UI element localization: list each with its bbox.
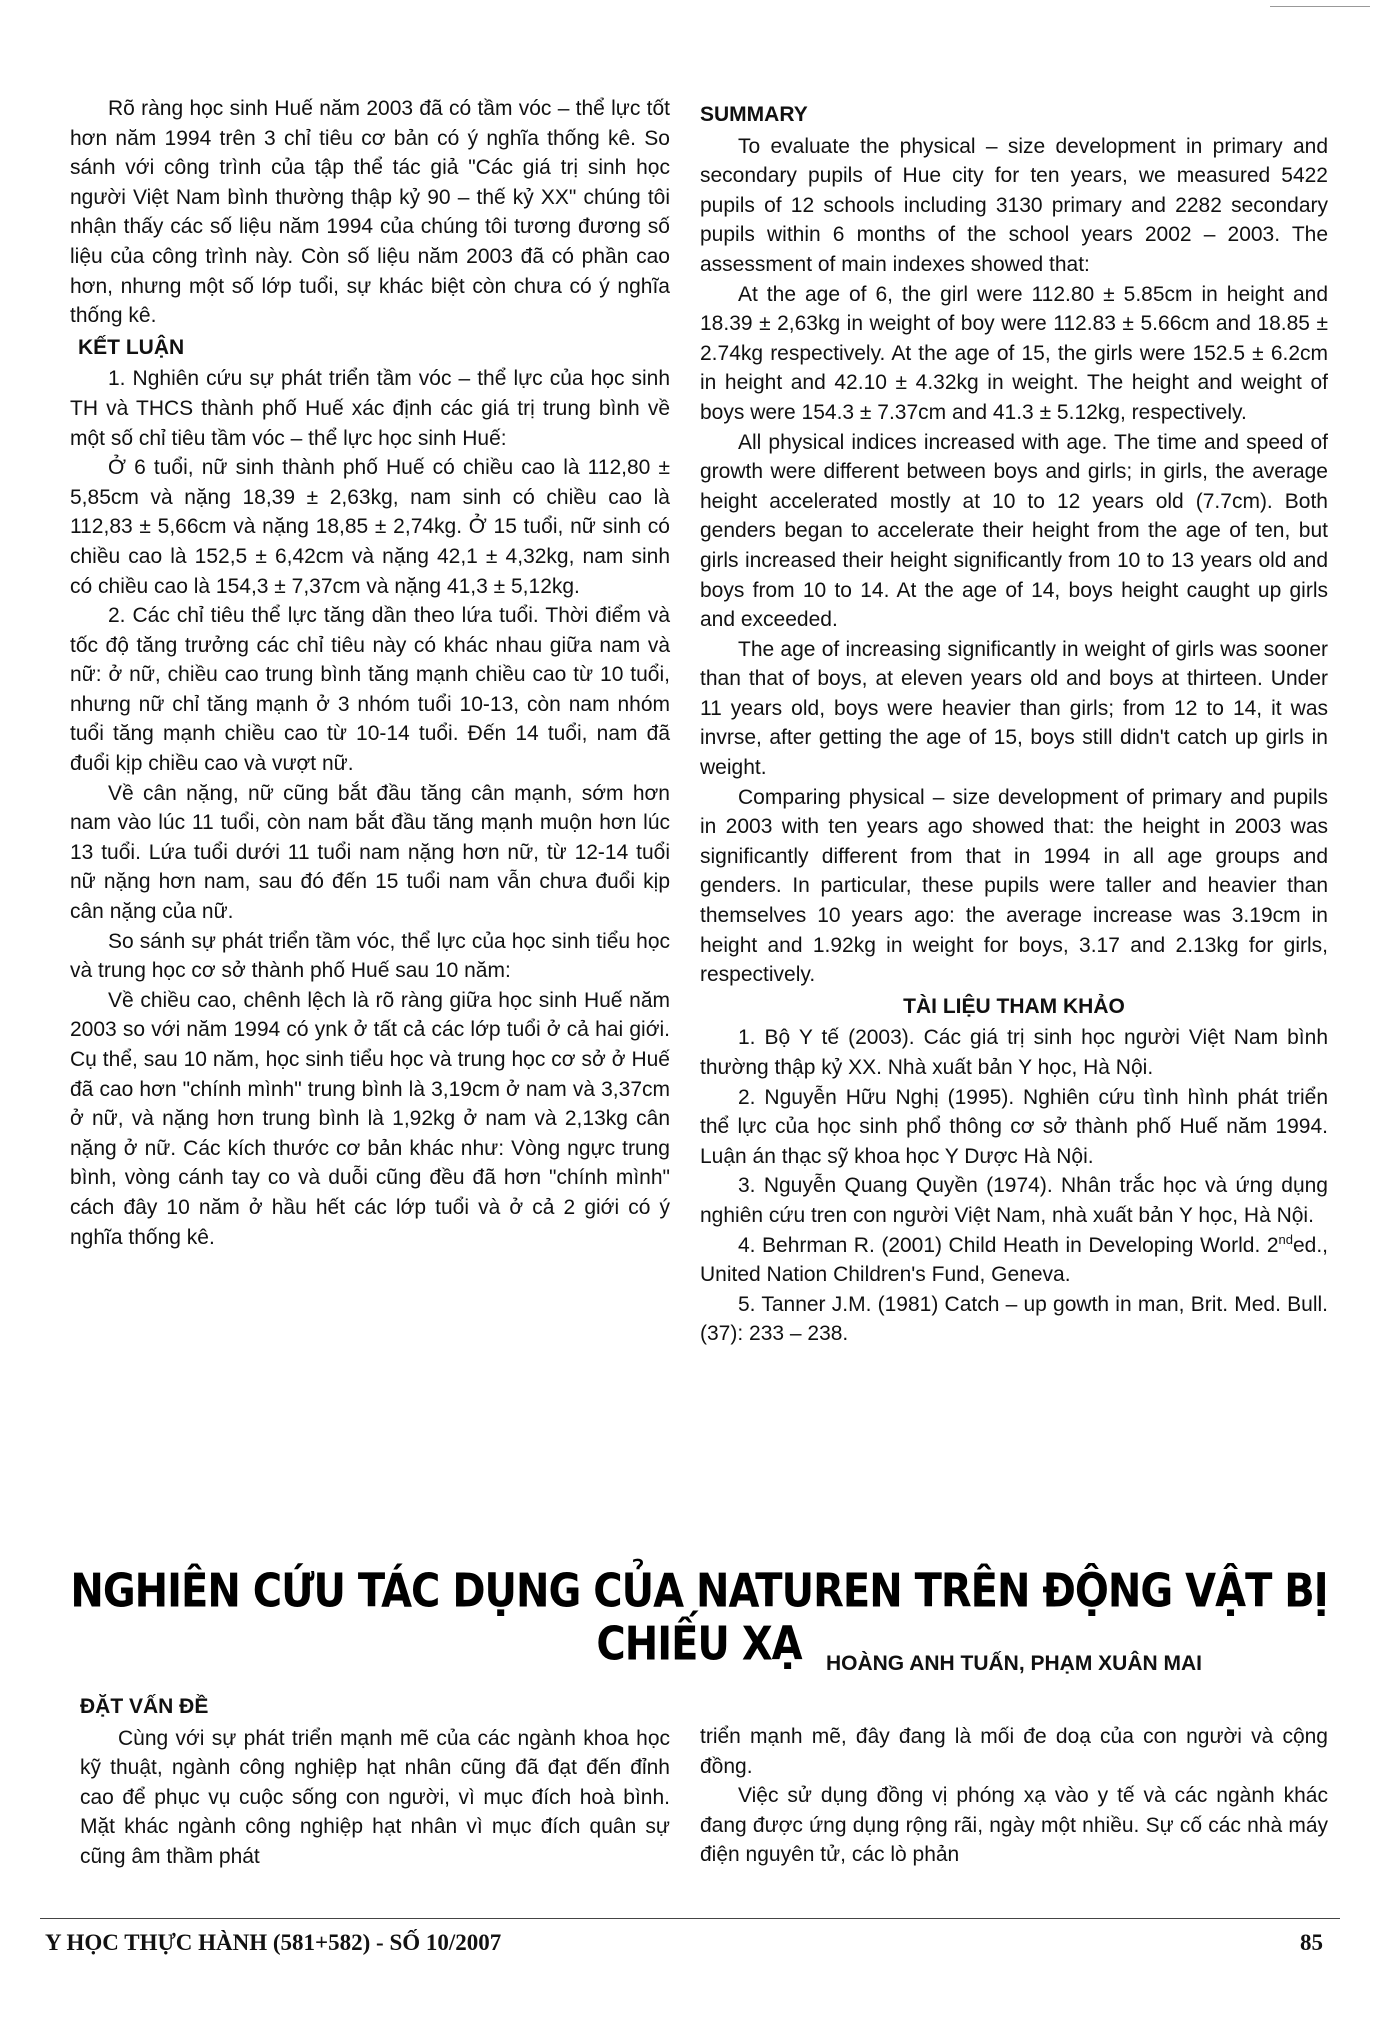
reference-4-tail: ed., United Nation Children's Fund, Geneva. (700, 1233, 1328, 1287)
journal-footer: Y HỌC THỰC HÀNH (581+582) - SỐ 10/2007 (45, 1930, 502, 1955)
summary-paragraph: The age of increasing significantly in weight of girls was sooner than that of boys, at eleven years old and boys at thirteen. Under 11 years old, boys were heavier than girls; from 12 to 14, it was invrse, after getting the age of 15, boys still didn't catch up girls in weight. (700, 637, 1328, 780)
article1-left-column (70, 94, 670, 1252)
reference-item: 2. Nguyễn Hữu Nghị (1995). Nghiên cứu tình hình phát triển thể lực của học sinh phổ thông cơ sở thành phố Huế năm 1994. Luận án thạc sỹ khoa học Y Dược Hà Nội. (700, 1085, 1328, 1168)
reference-item: 1. Bộ Y tế (2003). Các giá trị sinh học người Việt Nam bình thường thập kỷ XX. Nhà xuất bản Y học, Hà Nội. (700, 1026, 1328, 1079)
references-heading: TÀI LIỆU THAM KHẢO (903, 994, 1125, 1018)
summary-paragraph: To evaluate the physical – size development in primary and secondary pupils of Hue city for ten years, we measured 5422 pupils of 12 schools including 3130 primary and 2282 secondary pupils within 6 months of the school years 2002 – 2003. The assessment of main indexes showed that: (700, 134, 1328, 276)
summary-paragraph: Comparing physical – size development of primary and pupils in 2003 with ten years ago showed that: the height in 2003 was significantly different from that in 1994 in all age groups and genders. In particular, these pupils were taller and heavier than themselves 10 years ago: the average increase was 3.19cm in height and 1.92kg in weight for boys, 3.17 and 2.13kg for girls, respectively. (700, 785, 1328, 987)
intro-paragraph: Cùng với sự phát triển mạnh mẽ của các ngành khoa học kỹ thuật, ngành công nghiệp hạt nhân cũng đã đạt đến đỉnh cao để phục vụ cuộc sống con người, vì mục đích hoà bình. Mặt khác ngành công nghiệp hạt nhân vì mục đích quân sự cũng âm thầm phát (80, 1726, 670, 1868)
article2-right-column (700, 1722, 1328, 1870)
conclusion-paragraph: 1. Nghiên cứu sự phát triển tầm vóc – thể lực của học sinh TH và THCS thành phố Huế xác định các giá trị trung bình về một số chỉ tiêu tầm vóc – thể lực học sinh Huế: (70, 367, 670, 450)
conclusion-paragraph: 2. Các chỉ tiêu thể lực tăng dần theo lứa tuổi. Thời điểm và tốc độ tăng trưởng các chỉ tiêu này có khác nhau giữa nam và nữ: ở nữ, chiều cao trung bình tăng mạnh chiều cao từ 10 tuổi, nhưng nữ chỉ tăng mạnh ở 3 nhóm tuổi 10-13, còn nam nhóm tuổi tăng mạnh chiều cao từ 10-14 tuổi. Đến 14 tuổi, nam đã đuổi kịp chiều cao và vượt nữ. (70, 604, 670, 776)
intro-heading: ĐẶT VẤN ĐỀ (80, 1695, 209, 1718)
discussion-paragraph: Rõ ràng học sinh Huế năm 2003 đã có tầm vóc – thể lực tốt hơn năm 1994 trên 3 chỉ tiêu cơ bản có ý nghĩa thống kê. So sánh với công trình của tập thể tác giả "Các giá trị sinh học người Việt Nam bình thường thập kỷ 90 – thế kỷ XX" chúng tôi nhận thấy các số liệu năm 1994 của chúng tôi tương đương số liệu của công trình này. Còn số liệu năm 2003 đã có phần cao hơn, nhưng một số lớp tuổi, sự khác biệt còn chưa có ý nghĩa thống kê. (70, 97, 670, 328)
article2-title: NGHIÊN CỨU TÁC DỤNG CỦA NATUREN TRÊN ĐỘNG VẬT BỊ CHIẾU XẠ (70, 1565, 1328, 1671)
intro-paragraph: Việc sử dụng đồng vị phóng xạ vào y tế và các ngành khác đang được ứng dụng rộng rãi, ngày một nhiều. Sự cố các nhà máy điện nguyên tử, các lò phản (700, 1784, 1328, 1867)
conclusion-heading: KẾT LUẬN (78, 335, 185, 359)
reference-item: 3. Nguyễn Quang Quyền (1974). Nhân trắc học và ứng dụng nghiên cứu tren con người Việt Nam, nhà xuất bản Y học, Hà Nội. (700, 1174, 1328, 1227)
reference-item: 5. Tanner J.M. (1981) Catch – up gowth in man, Brit. Med. Bull. (37): 233 – 238. (700, 1292, 1328, 1346)
conclusion-paragraph: Ở 6 tuổi, nữ sinh thành phố Huế có chiều cao là 112,80 ± 5,85cm và nặng 18,39 ± 2,63kg, nam sinh có chiều cao là 112,83 ± 5,66cm và nặng 18,85 ± 2,74kg. Ở 15 tuổi, nữ sinh có chiều cao là 152,5 ± 6,42cm và nặng 42,1 ± 4,32kg, nam sinh có chiều cao là 154,3 ± 7,37cm và nặng 41,3 ± 5,12kg. (70, 456, 670, 598)
article2-left-column (80, 1690, 670, 1872)
top-rule (1270, 6, 1370, 7)
summary-paragraph: All physical indices increased with age. The time and speed of growth were different between boys and girls; in girls, the average height accelerated mostly at 10 to 12 years old (7.7cm). Both genders began to accelerate their height from the age of ten, but girls increased their height significantly from 10 to 13 years old and boys from 10 to 14. At the age of 14, boys height caught up girls and exceeded. (700, 430, 1328, 632)
article2-authors: HOÀNG ANH TUẤN, PHẠM XUÂN MAI (825, 1652, 1203, 1675)
reference-4-superscript: nd (1278, 1231, 1293, 1247)
conclusion-paragraph: Về cân nặng, nữ cũng bắt đầu tăng cân mạnh, sớm hơn nam vào lúc 11 tuổi, còn nam bắt đầu tăng mạnh muộn hơn lúc 13 tuổi. Lứa tuổi dưới 11 tuổi nam nặng hơn nữ, từ 12-14 tuổi nữ nặng hơn nam, sau đó đến 15 tuổi nam vẫn chưa đuổi kịp cân nặng của nữ. (70, 781, 670, 924)
footer-rule (40, 1918, 1340, 1919)
summary-heading: SUMMARY (700, 103, 808, 126)
reference-item (700, 1231, 1328, 1290)
summary-paragraph: At the age of 6, the girl were 112.80 ± 5.85cm in height and 18.39 ± 2,63kg in weight of boy were 112.83 ± 5.66cm and 18.85 ± 2.74kg respectively. At the age of 15, the girls were 152.5 ± 6.2cm in height and 42.10 ± 4.32kg in weight. The height and weight of boys were 154.3 ± 7.37cm and 41.3 ± 5.12kg, respectively. (700, 282, 1328, 424)
reference-4-text: 4. Behrman R. (2001) Child Heath in Developing World. 2 (738, 1233, 1279, 1257)
conclusion-paragraph: Về chiều cao, chênh lệch là rõ ràng giữa học sinh Huế năm 2003 so với năm 1994 có ynk ở tất cả các lớp tuổi ở cả hai giới. Cụ thể, sau 10 năm, học sinh tiểu học và trung học cơ sở ở Huế đã cao hơn "chính mình" trung bình là 3,19cm ở nam và 3,37cm ở nữ, và nặng hơn trung bình là 1,92kg ở nam và 2,13kg cân nặng ở nữ. Các kích thước cơ bản khác như: Vòng ngực trung bình, vòng cánh tay co và duỗi cũng đều đã hơn "chính mình" cách đây 10 năm ở hầu hết các lớp tuổi và ở cả 2 giới có ý nghĩa thống kê. (70, 988, 670, 1249)
intro-paragraph: triển mạnh mẽ, đây đang là mối đe doạ của con người và cộng đồng. (700, 1725, 1328, 1778)
page-number: 85 (1300, 1930, 1323, 1955)
conclusion-paragraph: So sánh sự phát triển tầm vóc, thể lực của học sinh tiểu học và trung học cơ sở thành phố Huế sau 10 năm: (70, 929, 670, 983)
article1-right-column (700, 100, 1328, 1349)
